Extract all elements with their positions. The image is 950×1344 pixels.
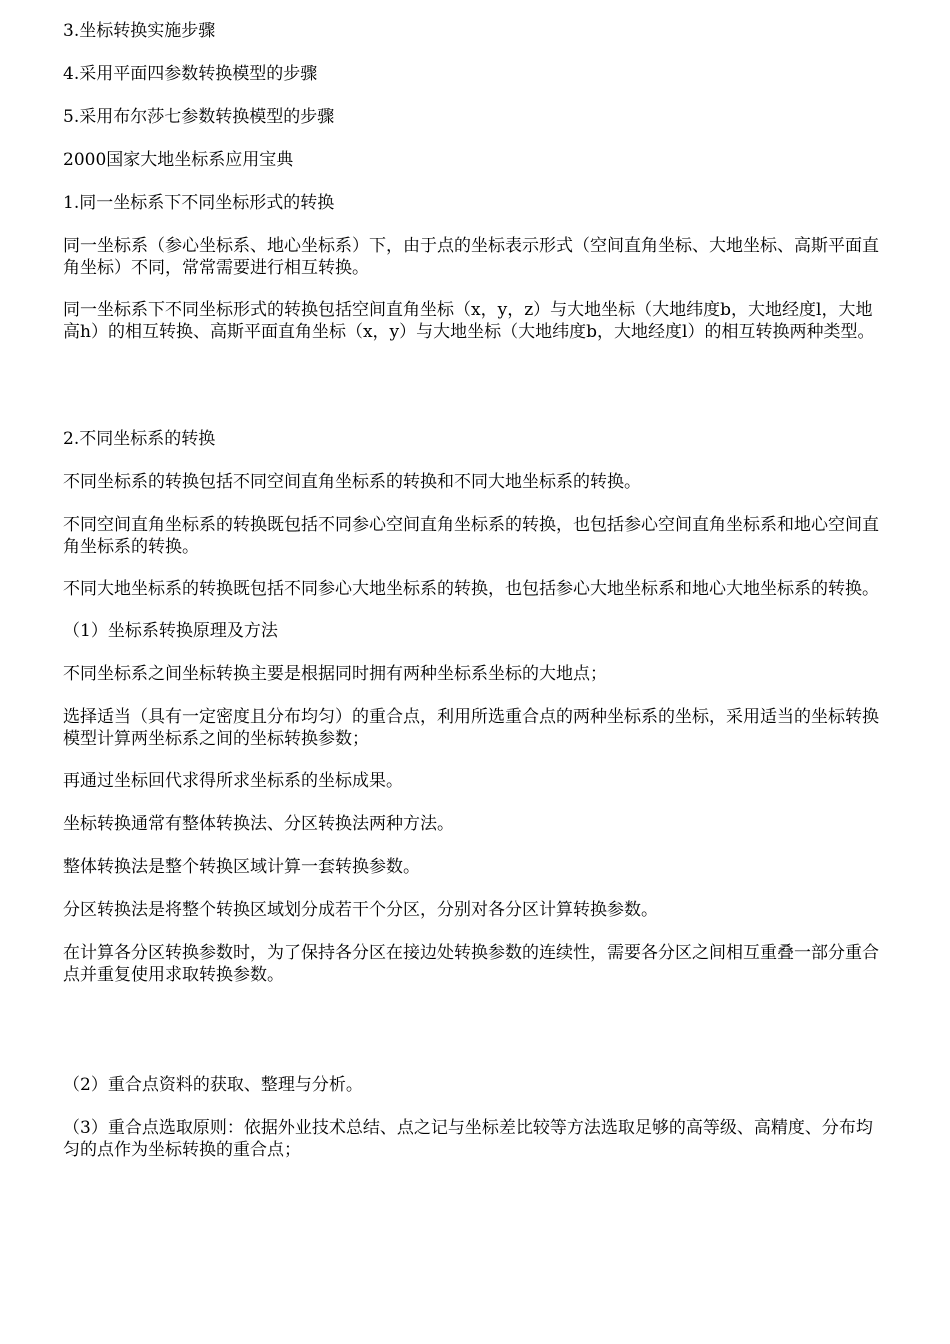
subsection-2-heading: （2）重合点资料的获取、整理与分析。 <box>63 1075 363 1095</box>
subsection-3-paragraph: （3）重合点选取原则：依据外业技术总结、点之记与坐标差比较等方法选取足够的高等级、高精度、分布均匀的点作为坐标转换的重合点； <box>63 1118 873 1160</box>
step-5-heading: 5.采用布尔莎七参数转换模型的步骤 <box>63 107 335 127</box>
paragraph: 不同坐标系之间坐标转换主要是根据同时拥有两种坐标系坐标的大地点； <box>63 664 607 684</box>
paragraph: 在计算各分区转换参数时，为了保持各分区在接边处转换参数的连续性，需要各分区之间相互重叠一部分重合点并重复使用求取转换参数。 <box>63 943 879 985</box>
paragraph: 坐标转换通常有整体转换法、分区转换法两种方法。 <box>63 814 454 834</box>
paragraph: 不同空间直角坐标系的转换既包括不同参心空间直角坐标系的转换，也包括参心空间直角坐标系和地心空间直角坐标系的转换。 <box>63 515 879 557</box>
paragraph: 不同坐标系的转换包括不同空间直角坐标系的转换和不同大地坐标系的转换。 <box>63 472 641 492</box>
step-4-heading: 4.采用平面四参数转换模型的步骤 <box>63 64 318 84</box>
step-3-heading: 3.坐标转换实施步骤 <box>63 21 216 41</box>
paragraph: 同一坐标系下不同坐标形式的转换包括空间直角坐标（x，y，z）与大地坐标（大地纬度b，大地经度l，大地高h）的相互转换、高斯平面直角坐标（x，y）与大地坐标（大地纬度b，大地经度l）的相互转换两种类型。 <box>63 300 875 342</box>
paragraph: 同一坐标系（参心坐标系、地心坐标系）下，由于点的坐标表示形式（空间直角坐标、大地坐标、高斯平面直角坐标）不同，常常需要进行相互转换。 <box>63 236 879 278</box>
section-2-heading: 2.不同坐标系的转换 <box>63 429 216 449</box>
paragraph: 再通过坐标回代求得所求坐标系的坐标成果。 <box>63 771 403 791</box>
guide-title: 2000国家大地坐标系应用宝典 <box>63 150 294 170</box>
paragraph: 整体转换法是整个转换区域计算一套转换参数。 <box>63 857 420 877</box>
paragraph: 分区转换法是将整个转换区域划分成若干个分区，分别对各分区计算转换参数。 <box>63 900 658 920</box>
paragraph: 选择适当（具有一定密度且分布均匀）的重合点，利用所选重合点的两种坐标系的坐标，采用适当的坐标转换模型计算两坐标系之间的坐标转换参数； <box>63 707 879 749</box>
section-1-heading: 1.同一坐标系下不同坐标形式的转换 <box>63 193 335 213</box>
document-page <box>63 20 885 1161</box>
subsection-1-heading: （1）坐标系转换原理及方法 <box>63 621 278 641</box>
paragraph: 不同大地坐标系的转换既包括不同参心大地坐标系的转换，也包括参心大地坐标系和地心大地坐标系的转换。 <box>63 579 879 599</box>
